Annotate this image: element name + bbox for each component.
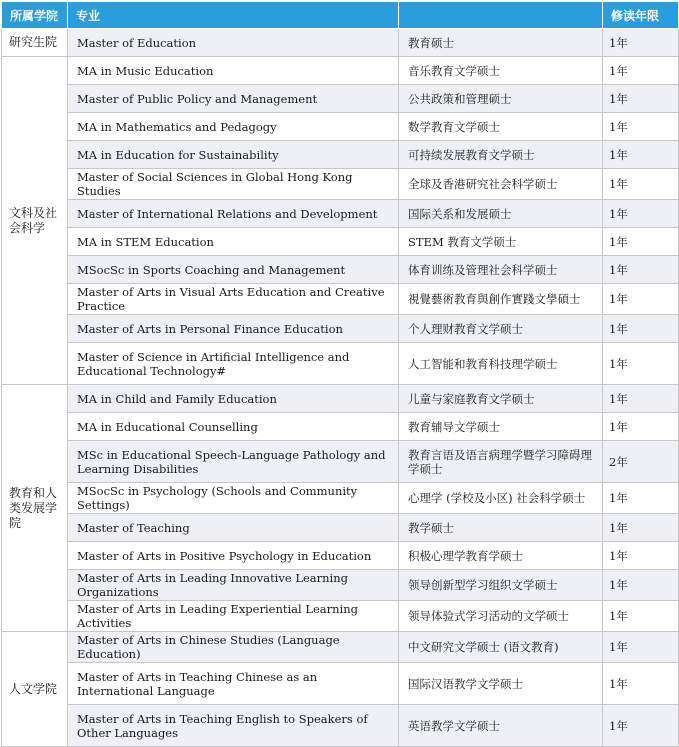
duration-cell: 1年 xyxy=(603,57,679,85)
table-row xyxy=(2,632,679,663)
programme-english-cell: MA in Child and Family Education xyxy=(68,385,399,413)
table-row xyxy=(2,601,679,632)
table-row xyxy=(2,29,679,57)
programme-english-cell: Master of Education xyxy=(68,29,399,57)
table-row xyxy=(2,228,679,256)
duration-cell: 1年 xyxy=(603,542,679,570)
duration-cell: 1年 xyxy=(603,483,679,514)
duration-cell: 1年 xyxy=(603,315,679,343)
programme-chinese-cell: 公共政策和管理硕士 xyxy=(399,85,603,113)
table-row xyxy=(2,169,679,200)
duration-cell: 1年 xyxy=(603,385,679,413)
programme-chinese-cell: 领导体验式学习活动的文学硕士 xyxy=(399,601,603,632)
table-row xyxy=(2,141,679,169)
duration-cell: 1年 xyxy=(603,200,679,228)
duration-cell: 1年 xyxy=(603,663,679,705)
table-row xyxy=(2,57,679,85)
programme-chinese-cell: 领导创新型学习组织文学硕士 xyxy=(399,570,603,601)
programme-english-cell: Master of Public Policy and Management xyxy=(68,85,399,113)
table-row xyxy=(2,385,679,413)
table-row xyxy=(2,663,679,705)
college-cell: 研究生院 xyxy=(2,29,68,57)
programme-english-cell: Master of Arts in Leading Experiential Learning Activities xyxy=(68,601,399,632)
programme-chinese-cell: 中文研究文学硕士 (语文教育) xyxy=(399,632,603,663)
programme-english-cell: Master of Arts in Personal Finance Education xyxy=(68,315,399,343)
table-row xyxy=(2,200,679,228)
programme-english-cell: Master of Arts in Teaching English to Speakers of Other Languages xyxy=(68,705,399,747)
table-row xyxy=(2,256,679,284)
programmes-table xyxy=(1,1,679,747)
programme-chinese-cell: 教育辅导文学硕士 xyxy=(399,413,603,441)
duration-cell: 1年 xyxy=(603,169,679,200)
programme-english-cell: MSocSc in Sports Coaching and Management xyxy=(68,256,399,284)
duration-cell: 1年 xyxy=(603,256,679,284)
duration-cell: 2年 xyxy=(603,441,679,483)
duration-cell: 1年 xyxy=(603,601,679,632)
programme-english-cell: MA in Educational Counselling xyxy=(68,413,399,441)
programme-english-cell: MA in Music Education xyxy=(68,57,399,85)
duration-cell: 1年 xyxy=(603,284,679,315)
table-row xyxy=(2,570,679,601)
duration-cell: 1年 xyxy=(603,413,679,441)
programme-english-cell: Master of Arts in Teaching Chinese as an International Language xyxy=(68,663,399,705)
programme-chinese-cell: STEM 教育文学硕士 xyxy=(399,228,603,256)
header-row xyxy=(2,2,679,29)
header-programme: 专业 xyxy=(68,2,399,29)
header-college: 所属学院 xyxy=(2,2,68,29)
duration-cell: 1年 xyxy=(603,141,679,169)
programme-chinese-cell: 英语教学文学硕士 xyxy=(399,705,603,747)
table-row xyxy=(2,705,679,747)
college-cell: 人文学院 xyxy=(2,632,68,747)
programme-chinese-cell: 体育训练及管理社会科学硕士 xyxy=(399,256,603,284)
programme-english-cell: Master of Arts in Chinese Studies (Language Education) xyxy=(68,632,399,663)
table-row xyxy=(2,514,679,542)
duration-cell: 1年 xyxy=(603,632,679,663)
header-chinese-name xyxy=(399,2,603,29)
table-row xyxy=(2,315,679,343)
programme-chinese-cell: 教育硕士 xyxy=(399,29,603,57)
college-cell: 文科及社会科学 xyxy=(2,57,68,385)
college-cell: 教育和人类发展学院 xyxy=(2,385,68,632)
programme-chinese-cell: 全球及香港研究社会科学硕士 xyxy=(399,169,603,200)
programme-chinese-cell: 人工智能和教育科技理学硕士 xyxy=(399,343,603,385)
programme-chinese-cell: 教育言语及语言病理学暨学习障碍理学硕士 xyxy=(399,441,603,483)
programme-english-cell: Master of Social Sciences in Global Hong Kong Studies xyxy=(68,169,399,200)
programme-chinese-cell: 国际汉语教学文学硕士 xyxy=(399,663,603,705)
programme-chinese-cell: 音乐教育文学硕士 xyxy=(399,57,603,85)
programme-chinese-cell: 教学硕士 xyxy=(399,514,603,542)
table-row xyxy=(2,413,679,441)
table-row xyxy=(2,284,679,315)
table-row xyxy=(2,85,679,113)
programme-english-cell: Master of International Relations and Development xyxy=(68,200,399,228)
programme-chinese-cell: 心理学 (学校及小区) 社会科学硕士 xyxy=(399,483,603,514)
table-row xyxy=(2,441,679,483)
duration-cell: 1年 xyxy=(603,570,679,601)
programme-english-cell: MA in STEM Education xyxy=(68,228,399,256)
programme-english-cell: Master of Science in Artificial Intelligence and Educational Technology# xyxy=(68,343,399,385)
programme-english-cell: Master of Arts in Positive Psychology in Education xyxy=(68,542,399,570)
programme-english-cell: Master of Teaching xyxy=(68,514,399,542)
duration-cell: 1年 xyxy=(603,514,679,542)
duration-cell: 1年 xyxy=(603,113,679,141)
table-row xyxy=(2,343,679,385)
table-body xyxy=(2,29,679,747)
programme-chinese-cell: 积极心理学教育学硕士 xyxy=(399,542,603,570)
duration-cell: 1年 xyxy=(603,29,679,57)
table-row xyxy=(2,483,679,514)
table-row xyxy=(2,113,679,141)
programme-chinese-cell: 視覺藝術教育與創作實踐文學碩士 xyxy=(399,284,603,315)
table-row xyxy=(2,542,679,570)
programme-chinese-cell: 国际关系和发展硕士 xyxy=(399,200,603,228)
programme-chinese-cell: 数学教育文学硕士 xyxy=(399,113,603,141)
header-duration: 修读年限 xyxy=(603,2,679,29)
programme-english-cell: Master of Arts in Leading Innovative Learning Organizations xyxy=(68,570,399,601)
programme-chinese-cell: 儿童与家庭教育文学硕士 xyxy=(399,385,603,413)
programme-chinese-cell: 个人理财教育文学硕士 xyxy=(399,315,603,343)
programme-english-cell: MSc in Educational Speech-Language Pathology and Learning Disabilities xyxy=(68,441,399,483)
programme-chinese-cell: 可持续发展教育文学硕士 xyxy=(399,141,603,169)
duration-cell: 1年 xyxy=(603,705,679,747)
duration-cell: 1年 xyxy=(603,85,679,113)
programme-english-cell: MSocSc in Psychology (Schools and Community Settings) xyxy=(68,483,399,514)
programme-english-cell: MA in Mathematics and Pedagogy xyxy=(68,113,399,141)
programme-english-cell: MA in Education for Sustainability xyxy=(68,141,399,169)
duration-cell: 1年 xyxy=(603,343,679,385)
programme-english-cell: Master of Arts in Visual Arts Education and Creative Practice xyxy=(68,284,399,315)
duration-cell: 1年 xyxy=(603,228,679,256)
